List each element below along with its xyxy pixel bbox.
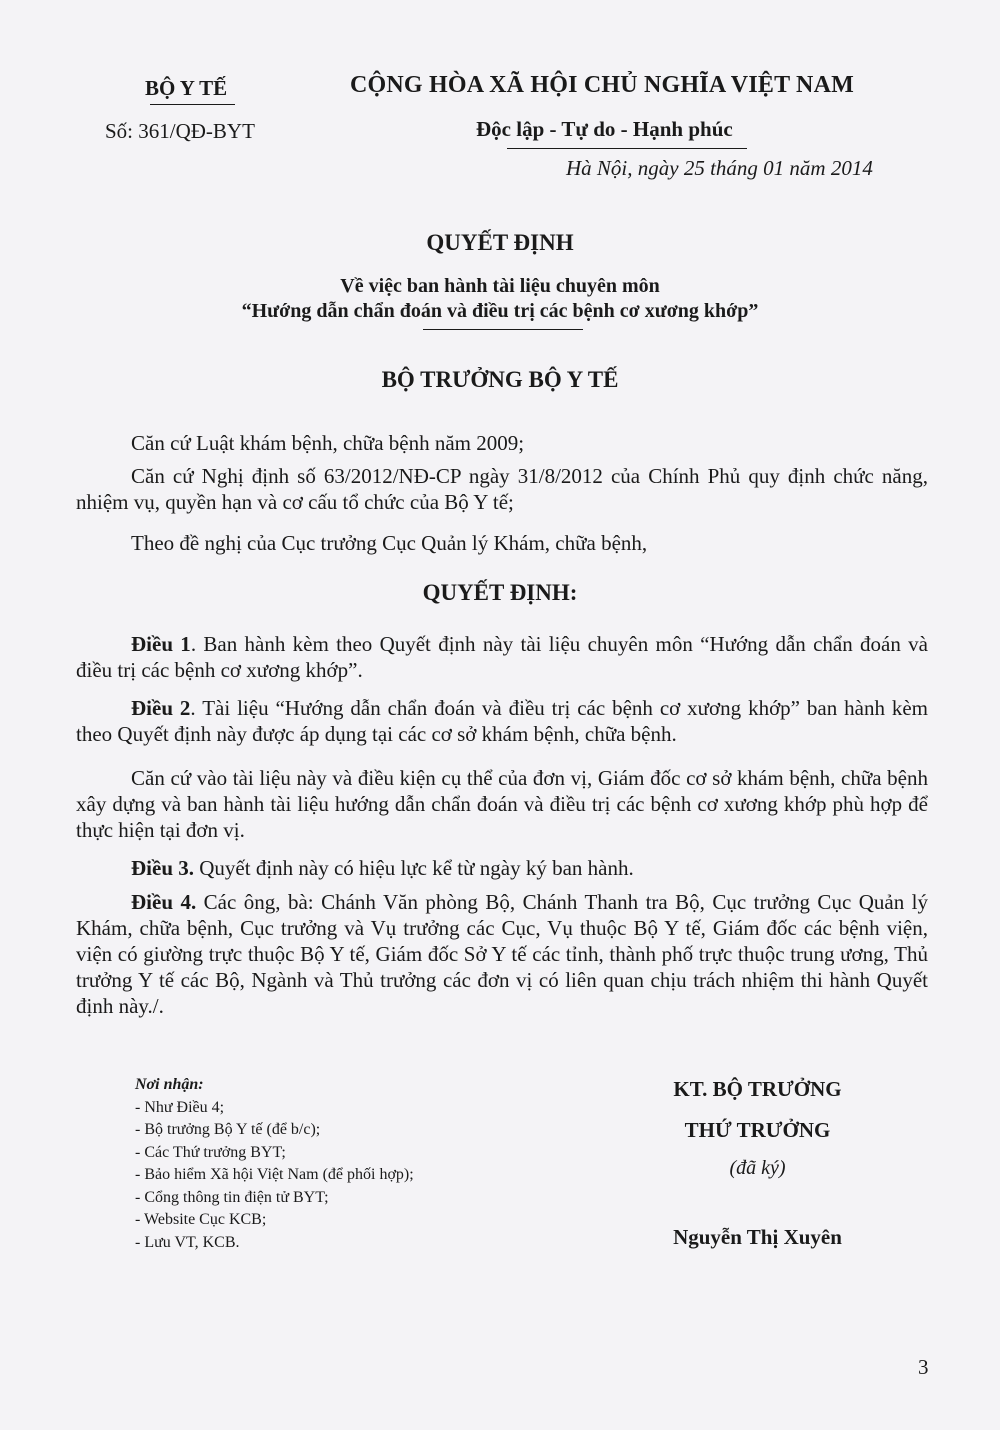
motto-underline: [507, 148, 747, 149]
article-2-paragraph-text: Căn cứ vào tài liệu này và điều kiện cụ thể của đơn vị, Giám đốc cơ sở khám bệnh, chữa bệnh xây dựng và ban hành tài liệu hướng dẫn chẩn đoán và điều trị các bệnh cơ xương khớp phù hợp để thực hiện tại đơn vị.: [76, 766, 928, 842]
article-3-text: Quyết định này có hiệu lực kể từ ngày ký ban hành.: [194, 856, 634, 880]
preamble-decree: Căn cứ Nghị định số 63/2012/NĐ-CP ngày 31/8/2012 của Chính Phủ quy định chức năng, nhiệm vụ, quyền hạn và cơ cấu tổ chức của Bộ Y tế;: [76, 464, 928, 514]
article-2: [76, 695, 928, 747]
recipient-item: - Lưu VT, KCB.: [135, 1233, 240, 1251]
document-number: Số: 361/QĐ-BYT: [105, 119, 255, 143]
subject-line-2: “Hướng dẫn chẩn đoán và điều trị các bệnh cơ xương khớp”: [241, 300, 759, 322]
article-2-text: . Tài liệu “Hướng dẫn chẩn đoán và điều trị các bệnh cơ xương khớp” ban hành kèm theo Quyết định này được áp dụng tại các cơ sở khám bệnh, chữa bệnh.: [76, 696, 929, 746]
article-1-text: . Ban hành kèm theo Quyết định này tài liệu chuyên môn “Hướng dẫn chẩn đoán và điều trị các bệnh cơ xương khớp”.: [76, 632, 929, 682]
article-4: [76, 889, 928, 1019]
article-1: [76, 631, 928, 683]
preamble-law: Căn cứ Luật khám bệnh, chữa bệnh năm 2009;: [131, 431, 525, 455]
page-number: 3: [918, 1355, 929, 1379]
authority-title: BỘ TRƯỞNG BỘ Y TẾ: [381, 367, 619, 392]
subject-underline: [423, 329, 583, 330]
recipient-item: - Như Điều 4;: [135, 1098, 225, 1116]
article-3: [76, 855, 928, 881]
recipients-header: Nơi nhận:: [135, 1076, 204, 1093]
national-motto: Độc lập - Tự do - Hạnh phúc: [476, 117, 733, 141]
recipient-item: - Cổng thông tin điện tử BYT;: [135, 1188, 329, 1206]
issue-date: Hà Nội, ngày 25 tháng 01 năm 2014: [566, 156, 873, 180]
decision-title: QUYẾT ĐỊNH:: [422, 580, 578, 605]
issuer-underline: [150, 104, 235, 105]
recipient-item: - Các Thứ trưởng BYT;: [135, 1143, 286, 1161]
recipients-list: [135, 1074, 414, 1254]
subject-line-1: Về việc ban hành tài liệu chuyên môn: [340, 275, 660, 297]
article-2-paragraph: [76, 765, 928, 843]
national-title: CỘNG HÒA XÃ HỘI CHỦ NGHĨA VIỆT NAM: [350, 72, 854, 98]
signature-note: (đã ký): [729, 1157, 786, 1179]
signature-line-2: THỨ TRƯỞNG: [684, 1118, 831, 1142]
signatory-name: Nguyễn Thị Xuyên: [673, 1225, 842, 1249]
article-4-label: Điều 4.: [131, 890, 197, 914]
issuer-name: BỘ Y TẾ: [145, 76, 228, 100]
article-4-text: Các ông, bà: Chánh Văn phòng Bộ, Chánh Thanh tra Bộ, Cục trưởng Cục Quản lý Khám, chữa bệnh, Cục trưởng và Vụ trưởng các Cục, Vụ thuộc Bộ Y tế, Giám đốc các bệnh viện, viện có giường trực thuộc Bộ Y tế, Giám đốc Sở Y tế các tỉnh, thành phố trực thuộc trung ương, Thủ trưởng Y tế các Bộ, Ngành và Thủ trưởng các đơn vị có liên quan chịu trách nhiệm thi hành Quyết định này./.: [76, 890, 928, 1018]
recipient-item: - Bảo hiểm Xã hội Việt Nam (để phối hợp);: [135, 1166, 414, 1183]
signature-line-1: KT. BỘ TRƯỞNG: [673, 1077, 842, 1101]
document-title: QUYẾT ĐỊNH: [426, 230, 574, 255]
preamble-proposal: Theo đề nghị của Cục trưởng Cục Quản lý Khám, chữa bệnh,: [131, 531, 648, 555]
recipient-item: - Website Cục KCB;: [135, 1211, 267, 1228]
article-1-label: Điều 1: [131, 632, 191, 656]
article-2-label: Điều 2: [131, 696, 191, 720]
recipient-item: - Bộ trưởng Bộ Y tế (để b/c);: [135, 1121, 321, 1138]
article-3-label: Điều 3.: [131, 856, 194, 880]
